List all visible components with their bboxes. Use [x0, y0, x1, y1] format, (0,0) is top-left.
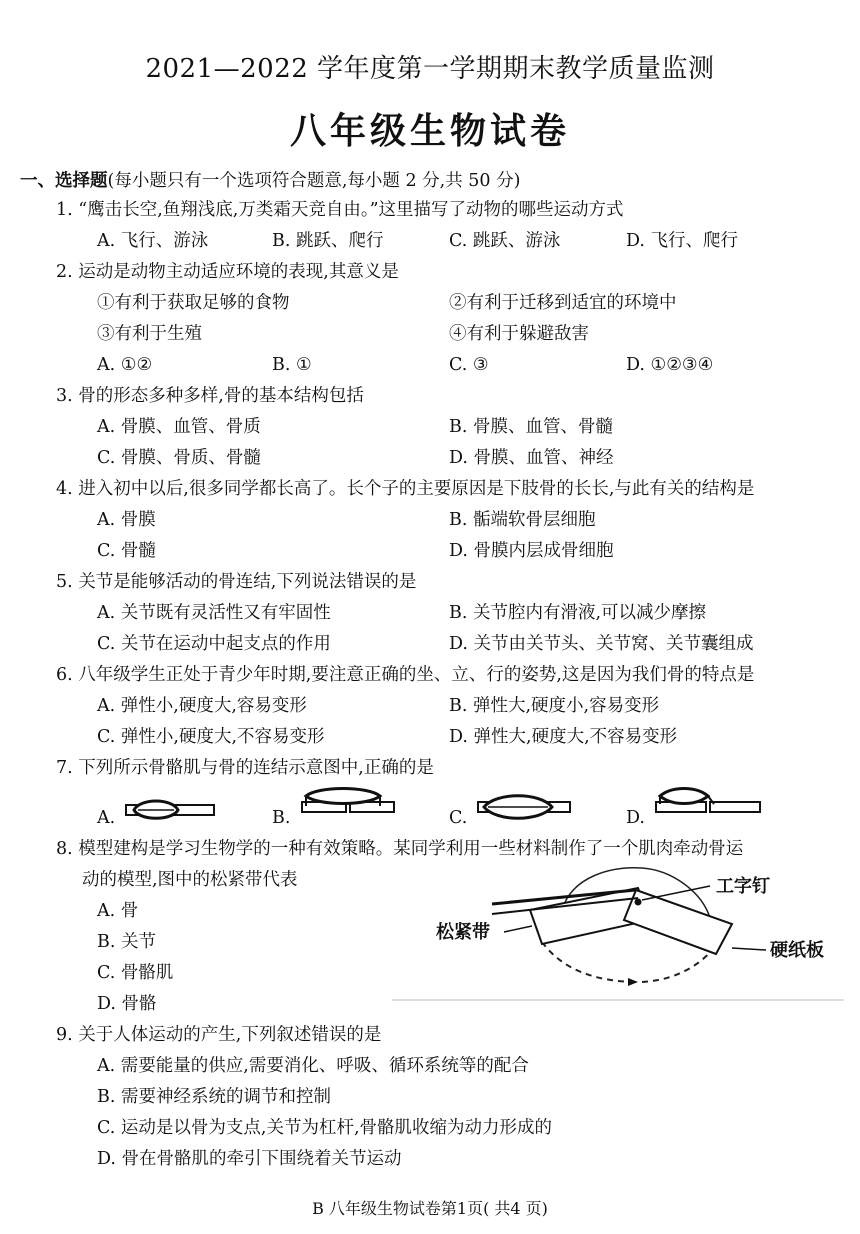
label-nail: 工字钉 — [716, 876, 770, 897]
section-heading — [20, 167, 520, 192]
q5-option-b: B. 关节腔内有滑液,可以减少摩擦 — [449, 603, 707, 623]
q4-option-d: D. 骨膜内层成骨细胞 — [449, 541, 614, 561]
question-5-stem: 5. 关节是能够活动的骨连结,下列说法错误的是 — [56, 572, 417, 592]
q2-item-4: ④有利于躲避敌害 — [449, 324, 589, 344]
exam-subject-title: 八年级生物试卷 — [289, 111, 570, 152]
bone-icon — [710, 802, 760, 812]
q8-option-c: C. 骨骼肌 — [97, 963, 174, 983]
q3-option-a: A. 骨膜、血管、骨质 — [97, 417, 261, 437]
question-3-stem: 3. 骨的形态多种多样,骨的基本结构包括 — [56, 386, 364, 406]
q1-option-a: A. 飞行、游泳 — [97, 231, 209, 251]
question-8-stem-line2: 动的模型,图中的松紧带代表 — [82, 870, 298, 890]
q3-option-c: C. 骨膜、骨质、骨髓 — [97, 448, 261, 468]
label-board: 硬纸板 — [770, 940, 824, 961]
q7-figure-c — [474, 790, 574, 824]
q2-option-a: A. ①② — [97, 355, 153, 375]
q9-option-d: D. 骨在骨骼肌的牵引下围绕着关节运动 — [97, 1149, 402, 1169]
q6-option-b: B. 弹性大,硬度小,容易变形 — [449, 696, 660, 716]
q1-option-c: C. 跳跃、游泳 — [449, 231, 561, 251]
exam-header-title: 2021—2022 学年度第一学期期末教学质量监测 — [145, 54, 715, 84]
muscle-icon — [660, 789, 708, 804]
q9-option-c: C. 运动是以骨为支点,关节为杠杆,骨骼肌收缩为动力形成的 — [97, 1118, 553, 1138]
q9-option-a: A. 需要能量的供应,需要消化、呼吸、循环系统等的配合 — [97, 1056, 529, 1076]
q7-option-a: A. — [97, 808, 116, 828]
q4-option-a: A. 骨膜 — [97, 510, 156, 530]
q1-option-b: B. 跳跃、爬行 — [272, 231, 384, 251]
question-8-stem-line1: 8. 模型建构是学习生物学的一种有效策略。某同学利用一些材料制作了一个肌肉牵动骨运 — [56, 839, 744, 859]
question-6-stem: 6. 八年级学生正处于青少年时期,要注意正确的坐、立、行的姿势,这是因为我们骨的特点是 — [56, 665, 755, 685]
section-label: 一、选择题 — [20, 171, 108, 191]
q2-item-1: ①有利于获取足够的食物 — [97, 293, 290, 313]
q8-option-b: B. 关节 — [97, 932, 156, 952]
q8-option-d: D. 骨骼 — [97, 994, 157, 1014]
q1-option-d: D. 飞行、爬行 — [626, 231, 739, 251]
q7-figure-b — [298, 786, 398, 822]
q2-option-b: B. ① — [272, 355, 312, 375]
q4-option-c: C. 骨髓 — [97, 541, 156, 561]
q8-model-figure — [392, 862, 844, 1002]
q5-option-c: C. 关节在运动中起支点的作用 — [97, 634, 331, 654]
q7-option-b: B. — [272, 808, 291, 828]
muscle-icon — [306, 789, 380, 804]
q7-figure-a — [122, 794, 218, 824]
section-note: (每小题只有一个选项符合题意,每小题 2 分,共 50 分) — [107, 171, 521, 191]
question-1-stem: 1. “鹰击长空,鱼翔浅底,万类霜天竞自由。”这里描写了动物的哪些运动方式 — [56, 200, 624, 220]
question-2-stem: 2. 运动是动物主动适应环境的表现,其意义是 — [56, 262, 399, 282]
q6-option-c: C. 弹性小,硬度大,不容易变形 — [97, 727, 325, 747]
q2-item-2: ②有利于迁移到适宜的环境中 — [449, 293, 677, 313]
question-4-stem: 4. 进入初中以后,很多同学都长高了。长个子的主要原因是下肢骨的长长,与此有关的结构是 — [56, 479, 755, 499]
q2-item-3: ③有利于生殖 — [97, 324, 202, 344]
q6-option-d: D. 弹性大,硬度大,不容易变形 — [449, 727, 678, 747]
q5-option-d: D. 关节由关节头、关节窝、关节囊组成 — [449, 634, 754, 654]
q7-option-c: C. — [449, 808, 468, 828]
label-band: 松紧带 — [436, 922, 490, 943]
q2-option-d: D. ①②③④ — [626, 355, 714, 375]
q9-option-b: B. 需要神经系统的调节和控制 — [97, 1087, 331, 1107]
question-9-stem: 9. 关于人体运动的产生,下列叙述错误的是 — [56, 1025, 382, 1045]
q6-option-a: A. 弹性小,硬度大,容易变形 — [97, 696, 307, 716]
page-footer: B 八年级生物试卷第1页( 共4 页) — [312, 1199, 548, 1218]
pin-icon — [635, 899, 642, 906]
q5-option-a: A. 关节既有灵活性又有牢固性 — [97, 603, 331, 623]
q2-option-c: C. ③ — [449, 355, 489, 375]
q4-option-b: B. 骺端软骨层细胞 — [449, 510, 596, 530]
q3-option-d: D. 骨膜、血管、神经 — [449, 448, 614, 468]
arrow-icon — [628, 978, 638, 986]
q8-option-a: A. 骨 — [97, 901, 139, 921]
question-7-stem: 7. 下列所示骨骼肌与骨的连结示意图中,正确的是 — [56, 758, 434, 778]
q7-figure-d — [652, 786, 764, 822]
q3-option-b: B. 骨膜、血管、骨髓 — [449, 417, 613, 437]
q7-option-d: D. — [626, 808, 645, 828]
